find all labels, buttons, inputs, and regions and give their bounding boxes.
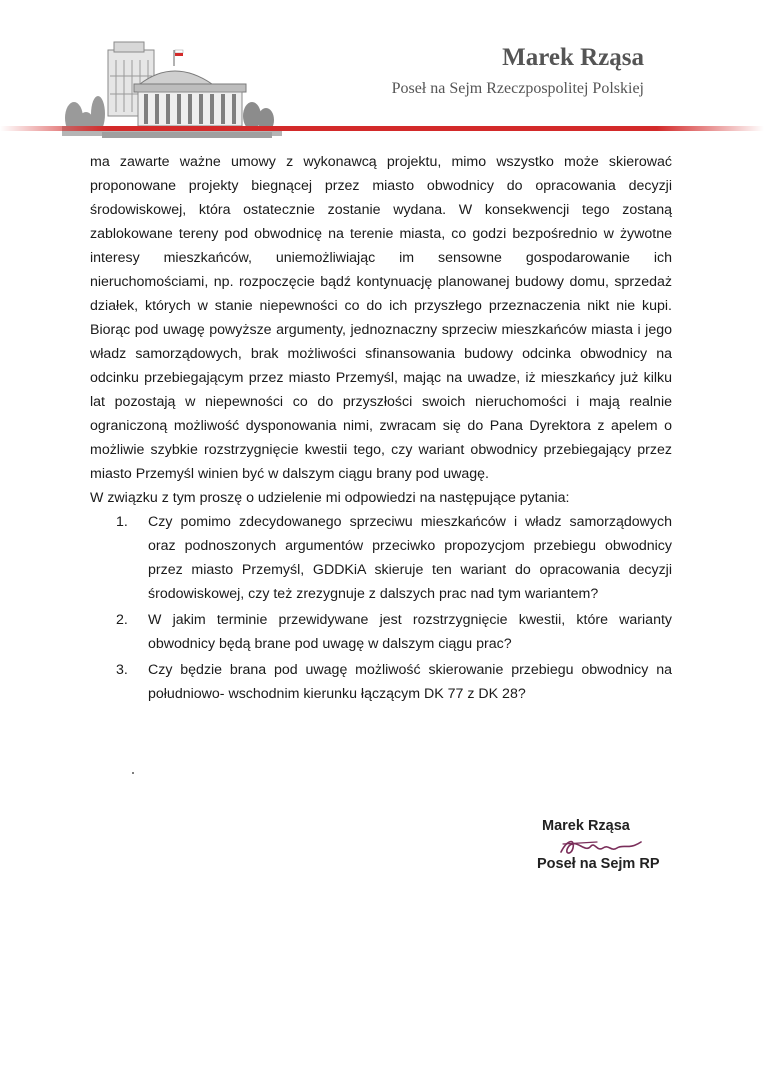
author-title: Poseł na Sejm Rzeczpospolitej Polskiej (391, 80, 644, 97)
stray-mark (132, 772, 134, 774)
question-item (90, 608, 672, 656)
signature-block (537, 818, 707, 872)
letterhead-divider (0, 126, 764, 131)
questions-list (90, 510, 672, 706)
question-text: W jakim terminie przewidywane jest rozstrzygnięcie kwestii, które warianty obwodnicy będą brane pod uwagę w dalszym ciągu prac? (148, 612, 672, 652)
sejm-building-logo (62, 36, 282, 140)
questions-intro: W związku z tym proszę o udzielenie mi odpowiedzi na następujące pytania: (90, 490, 570, 506)
question-text: Czy będzie brana pod uwagę możliwość skierowanie przebiegu obwodnicy na południowo- wschodnim kierunku łączącym DK 77 z DK 28? (148, 662, 672, 702)
question-number: 2. (116, 612, 128, 628)
question-number: 3. (116, 662, 128, 678)
question-text: Czy pomimo zdecydowanego sprzeciwu mieszkańców i władz samorządowych oraz podnoszonych argumentów przeciwko propozycjom przebiegu obwodnicy przez miasto Przemyśl, GDDKiA skieruje ten wariant do opracowania decyzji środowiskowej, czy też zrezygnuje z dalszych prac nad tym wariantem? (148, 514, 672, 602)
question-item (90, 510, 672, 606)
question-number: 1. (116, 514, 128, 530)
signature-title: Poseł na Sejm RP (537, 856, 660, 872)
letter-body (90, 150, 672, 708)
author-name: Marek Rząsa (502, 44, 644, 71)
question-item (90, 658, 672, 706)
main-paragraph: ma zawarte ważne umowy z wykonawcą projektu, mimo wszystko może skierować proponowane projekty biegnącej przez miasto obwodnicy do opracowania decyzji środowiskowej, która ostatecznie zostanie wydana. W konsekwencji tego zostaną zablokowane tereny pod obwodnicę na terenie miasta, co godzi bezpośrednio w żywotne interesy mieszkańców, uniemożliwiając im sensowne gospodarowanie ich nieruchomościami, np. rozpoczęcie bądź kontynuację planowanej budowy domu, sprzedaż działek, których w stanie niepewności co do ich przyszłego przeznaczenia nikt nie kupi. Biorąc pod uwagę powyższe argumenty, jednoznaczny sprzeciw mieszkańców miasta i jego władz samorządowych, brak możliwości sfinansowania budowy odcinka obwodnicy na odcinku przebiegającym przez miasto Przemyśl, mając na uwadze, iż mieszkańcy już kilku lat pozostają w niepewności co do przyszłości swoich nieruchomości i mają realnie ograniczoną możliwość dysponowania nimi, zwracam się do Pana Dyrektora z apelem o możliwie szybkie rozstrzygnięcie kwestii tego, czy wariant obwodnicy przebiegający przez miasto Przemyśl winien być w dalszym ciągu brany pod uwagę. (90, 154, 672, 482)
signature-name: Marek Rząsa (542, 818, 630, 834)
letterhead (0, 0, 764, 160)
